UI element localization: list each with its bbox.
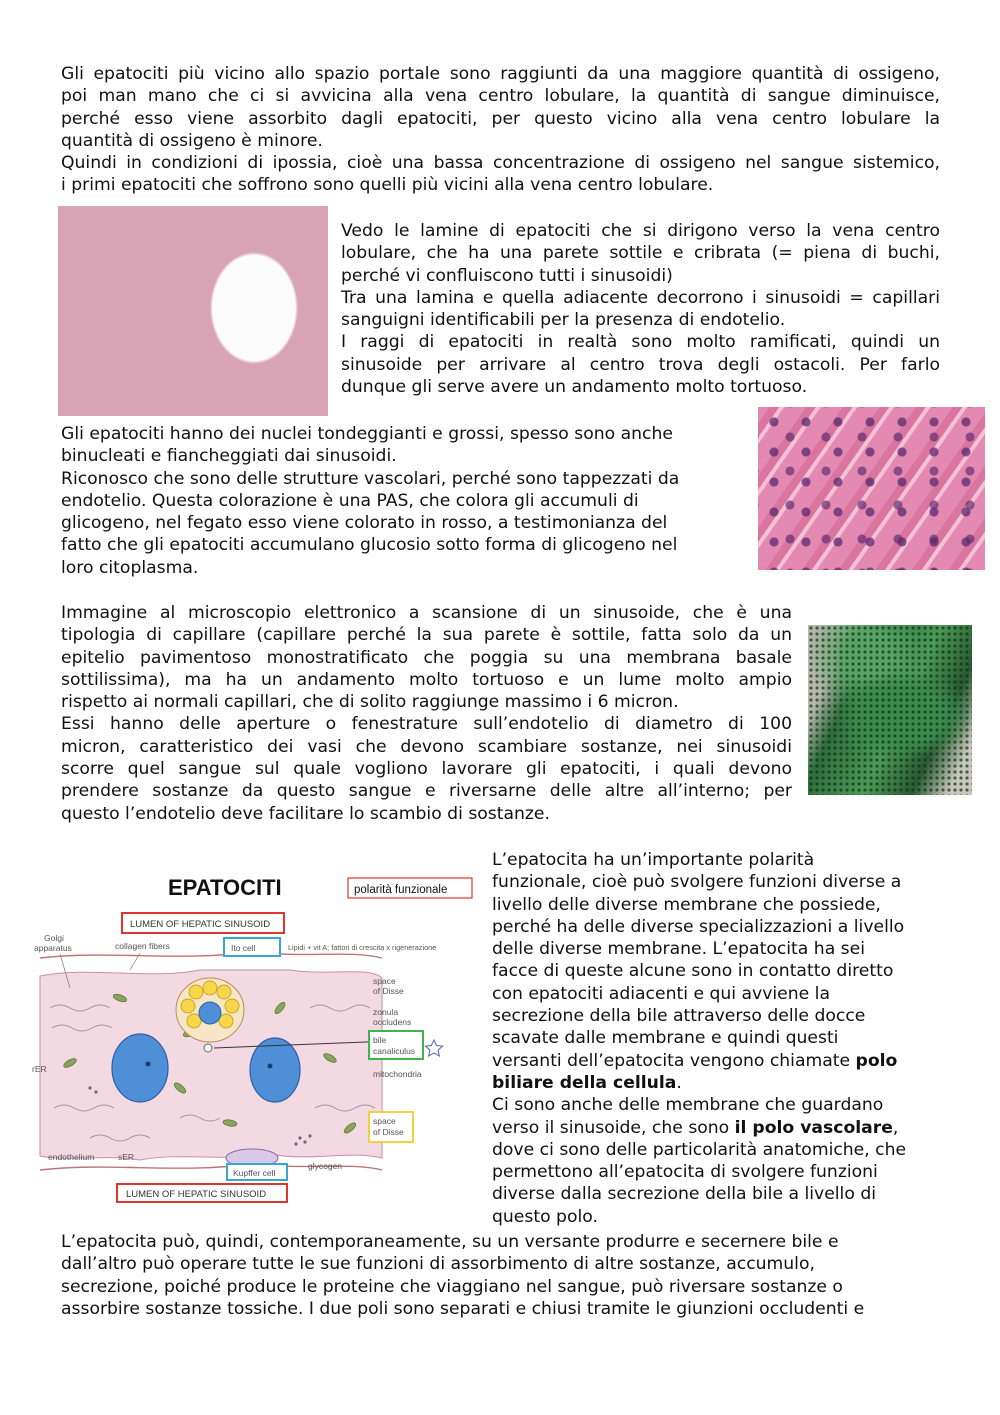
text-line: assorbire sostanze tossiche. I due poli sono separati e chiusi tramite le giunzioni occludenti e — [61, 1298, 865, 1319]
text-line: glicogeno, nel fegato esso viene colorato in rosso, a testimonianza del — [61, 513, 668, 534]
label-ser: sER — [118, 1152, 135, 1162]
diagram-title: EPATOCITI — [168, 875, 282, 900]
text-line: rispetto ai normali capillari, che di solito raggiunge massimo i 6 micron. — [61, 692, 679, 713]
text-line: questo polo. — [492, 1206, 598, 1227]
label-golgi-2: apparatus — [34, 943, 72, 953]
text-line: Quindi in condizioni di ipossia, cioè una bassa concentrazione di ossigeno nel sangue sistemico, — [61, 153, 940, 174]
label-disse1-2: of Disse — [373, 986, 404, 996]
text-span: versanti dell’epatocita vengono chiamate — [492, 1050, 856, 1071]
text-line: permettono all’epatocita di svolgere funzioni — [492, 1162, 878, 1183]
text-line: delle diverse membrane. L’epatocita ha sei — [492, 939, 865, 960]
nucleolus-left — [146, 1062, 151, 1067]
text-line: con epatociti adiacenti e qui avviene la — [492, 983, 830, 1004]
text-line — [492, 1050, 940, 1072]
text-line: Gli epatociti hanno dei nuclei tondeggianti e grossi, spesso sono anche — [61, 424, 673, 444]
text-line: epitelio pavimentoso monostratificato che poggia su una membrana basale — [61, 647, 792, 668]
bile-canaliculus — [204, 1044, 212, 1052]
text-line: loro citoplasma. — [61, 557, 199, 578]
text-line — [492, 1072, 940, 1094]
text-line: dunque gli serve avere un andamento molto tortuoso. — [341, 377, 808, 398]
text-line: lobulare, che ha una parete sottile e cribrata (= piena di buchi, — [341, 243, 940, 264]
label-golgi-1: Golgi — [44, 933, 64, 943]
text-line: diverse dalla secrezione della bile a livello di — [492, 1184, 876, 1205]
star-icon — [425, 1040, 442, 1056]
text-span: , — [892, 1117, 899, 1138]
text-line: sinusoide per arrivare al centro trova degli ostacoli. Per farlo — [341, 354, 940, 375]
closing-paragraph — [61, 1231, 941, 1320]
text-line: L’epatocita può, quindi, contemporaneamente, su un versante produrre e secernere bile e — [61, 1232, 839, 1252]
text-line: Riconosco che sono delle strutture vascolari, perché sono tappezzati da — [61, 468, 680, 489]
text-line: endotelio. Questa colorazione è una PAS, che colora gli accumuli di — [61, 490, 639, 511]
label-collagen: collagen fibers — [115, 941, 170, 951]
text-line: Immagine al microscopio elettronico a scansione di un sinusoide, che è una — [61, 603, 792, 623]
text-line: I raggi di epatociti in realtà sono molto ramificati, quindi un — [341, 332, 940, 353]
text-line: Essi hanno delle aperture o fenestrature sull’endotelio di diametro di 100 — [61, 714, 792, 735]
text-line: tipologia di capillare (capillare perché la sua parete è sottile, fatta solo da un — [61, 625, 792, 646]
text-line: perché ha delle diverse specializzazioni a livello — [492, 916, 905, 937]
label-zonula-2: occludens — [373, 1017, 412, 1027]
endothelium-top — [40, 952, 382, 958]
label-endothelium: endothelium — [48, 1152, 95, 1162]
text-line: i primi epatociti che soffrono sono quelli più vicini alla vena centro lobulare. — [61, 175, 714, 196]
bold-term-polo: polo — [855, 1050, 898, 1071]
text-line: quantità di ossigeno è minore. — [61, 130, 323, 151]
text-line: dall’altro può operare tutte le sue funzioni di assorbimento di altre sostanze, accumulo, — [61, 1254, 815, 1275]
text-line: facce di queste alcune sono in contatto diretto — [492, 961, 894, 982]
text-line: Tra una lamina e quella adiacente decorrono i sinusoidi = capillari — [341, 287, 940, 308]
nucleus-left — [112, 1034, 168, 1102]
label-bile-2: canaliculus — [373, 1046, 416, 1056]
text-line: dove ci sono delle particolarità anatomiche, che — [492, 1139, 907, 1160]
nucleus-right — [250, 1038, 300, 1102]
text-span: . — [676, 1072, 682, 1093]
bold-term-polo-vascolare: il polo vascolare — [734, 1117, 893, 1138]
text-line: sottilissima), ma ha un andamento molto tortuoso e un lume molto ampio — [61, 669, 792, 690]
text-line: secrezione, poiché produce le proteine che viaggiano nel sangue, può riversare sostanze o — [61, 1276, 843, 1297]
nucleolus-right — [268, 1064, 273, 1069]
text-span: verso il sinusoide, che sono — [492, 1117, 735, 1138]
label-mitochondria: mitochondria — [373, 1069, 422, 1079]
text-line: L’epatocita ha un’importante polarità — [492, 850, 815, 870]
text-line: perché vi confluiscono tutti i sinusoidi) — [341, 265, 673, 286]
label-zonula-1: zonula — [373, 1007, 399, 1017]
text-line: livello delle diverse membrane che possiede, — [492, 894, 881, 915]
label-kupffer: Kupffer cell — [233, 1168, 276, 1178]
text-line: questo l’endotelio deve facilitare lo scambio di sostanze. — [61, 803, 550, 824]
sem-paragraph — [61, 602, 792, 825]
text-line: sanguigni identificabili per la presenza di endotelio. — [341, 310, 786, 331]
sem-sinusoid-image — [808, 625, 972, 795]
label-ito: Ito cell — [231, 943, 256, 953]
text-line: perché esso viene assorbito dagli epatociti, per questo vicino alla vena centro lobulare la — [61, 108, 940, 129]
text-line: prendere sostanze da questo sangue e riversarne delle altre all’interno; per — [61, 781, 792, 802]
text-line: scavate dalle membrane e quindi questi — [492, 1028, 839, 1049]
text-line: Vedo le lamine di epatociti che si dirigono verso la vena centro — [341, 221, 940, 241]
text-line: secrezione della bile attraverso delle docce — [492, 1006, 866, 1027]
label-lipidi: Lipidi + vit A; fattori di crescita x rigenerazione — [288, 943, 437, 952]
ito-cell — [176, 978, 244, 1042]
text-line: poi man mano che ci si avvicina alla vena centro lobulare, la quantità di sangue diminuisce, — [61, 86, 940, 107]
bold-term-polo-biliare: biliare della cellula — [492, 1072, 677, 1093]
label-bile-1: bile — [373, 1035, 387, 1045]
lumen-top-label: LUMEN OF HEPATIC SINUSOID — [130, 919, 271, 930]
label-disse2-2: of Disse — [373, 1127, 404, 1137]
central-vein-paragraph — [341, 220, 940, 398]
polarity-paragraph — [492, 849, 940, 1228]
label-disse2-1: space — [373, 1116, 396, 1126]
central-vein-histology-image — [58, 206, 328, 416]
text-line: Ci sono anche delle membrane che guardano — [492, 1095, 884, 1116]
pas-paragraph — [61, 423, 741, 579]
hepatocyte-polarity-diagram — [30, 858, 482, 1204]
label-glycogen: glycogen — [308, 1161, 343, 1171]
text-line — [492, 1117, 940, 1139]
label-rer: rER — [32, 1064, 47, 1074]
pas-stain-histology-image — [758, 407, 985, 570]
diagram-tag: polarità funzionale — [354, 884, 448, 896]
lumen-bottom-label: LUMEN OF HEPATIC SINUSOID — [126, 1189, 267, 1200]
text-line: fatto che gli epatociti accumulano glucosio sotto forma di glicogeno nel — [61, 535, 678, 556]
label-disse1-1: space — [373, 976, 396, 986]
text-line: Gli epatociti più vicino allo spazio portale sono raggiunti da una maggiore quantità di ossigeno, — [61, 64, 940, 84]
text-line: funzionale, cioè può svolgere funzioni diverse a — [492, 872, 902, 893]
intro-paragraph — [61, 63, 940, 197]
text-line: scorre quel sangue sul quale vogliono lavorare gli epatociti, i quali devono — [61, 759, 792, 780]
text-line: micron, caratteristico dei vasi che devono scambiare sostanze, nei sinusoidi — [61, 736, 792, 757]
text-line: binucleati e fiancheggiati dai sinusoidi. — [61, 446, 397, 467]
